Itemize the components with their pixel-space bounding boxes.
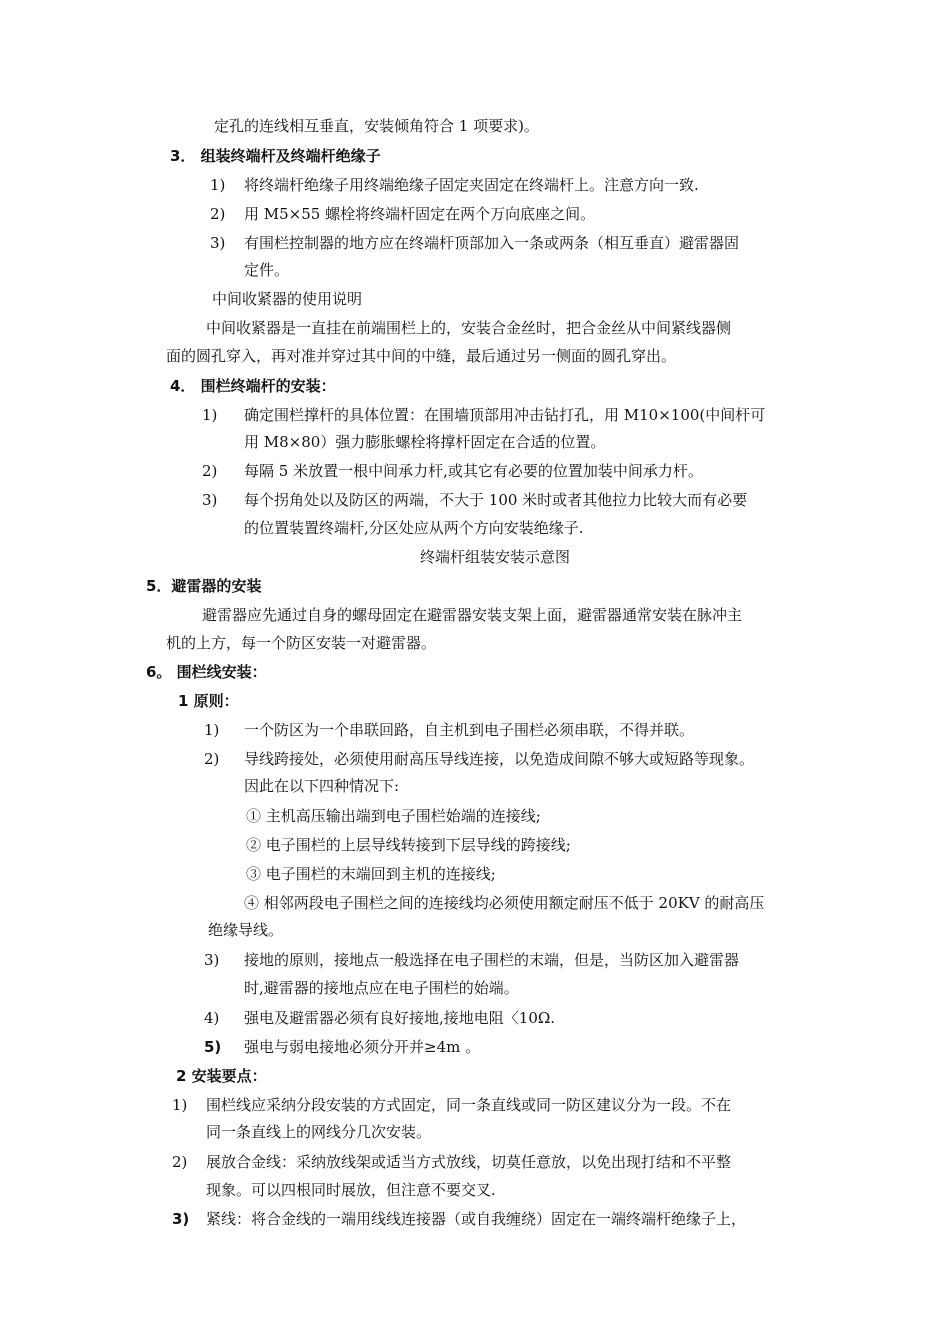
list-item-text: 导线跨接处，必须使用耐高压导线连接，以免造成间隙不够大或短路等现象。 [244,750,755,768]
figure-caption: 终端杆组装安装示意图 [420,548,571,566]
list-number: 3) [202,491,218,509]
list-item-text: 每个拐角处以及防区的两端，不大于 100 米时或者其他拉力比较大而有必要 [244,491,748,509]
section-3-heading: 3． 组装终端杆及终端杆绝缘子 [170,147,381,165]
list-item-text: 确定围栏撑杆的具体位置：在围墙顶部用冲击钻打孔，用 M10×100(中间杆可 [244,406,766,424]
list-item-text: 一个防区为一个串联回路，自主机到电子围栏必须串联，不得并联。 [244,721,695,739]
list-item-text: 强电及避雷器必须有良好接地,接地电阻〈10Ω. [244,1009,556,1027]
list-item-text-cont: 现象。可以四根同时展放，但注意不要交叉. [206,1181,496,1199]
subsection-1-heading: 1 原则： [178,692,239,710]
list-item-text: 每隔 5 米放置一根中间承力杆,或其它有必要的位置加装中间承力杆。 [244,462,703,480]
list-item-text: 紧线：将合金线的一端用线线连接器（或自我缠绕）固定在一端终端杆绝缘子上， [206,1210,747,1228]
paragraph-line: 面的圆孔穿入，再对准并穿过其中间的中缝，最后通过另一侧面的圆孔穿出。 [166,347,677,365]
paragraph-line: 机的上方，每一个防区安装一对避雷器。 [166,634,437,652]
list-number: 2) [210,205,226,223]
circled-list-item: ① 主机高压输出端到电子围栏始端的连接线; [246,807,541,825]
list-number: 1) [172,1096,188,1114]
list-item-text-cont: 同一条直线上的网线分几次安装。 [206,1123,432,1141]
circled-list-item-cont: 绝缘导线。 [208,921,284,939]
section-6-heading: 6。 围栏线安装： [146,663,267,681]
list-item-text: 强电与弱电接地必须分开并≥4m 。 [244,1038,481,1056]
list-item-text-cont: 的位置装置终端杆,分区处应从两个方向安装绝缘子. [244,519,584,537]
list-item-text-cont: 用 M8×80）强力膨胀螺栓将撑杆固定在合适的位置。 [244,433,606,451]
list-number: 1) [210,176,226,194]
list-item-text-cont: 定件。 [244,261,290,279]
list-number: 3) [210,234,226,252]
list-number: 2) [202,462,218,480]
list-item-text-cont: 时,避雷器的接地点应在电子围栏的始端。 [244,979,519,997]
list-number: 1) [204,721,220,739]
circled-list-item: ④ 相邻两段电子围栏之间的连接线均必须使用额定耐压不低于 20KV 的耐高压 [244,894,765,912]
list-item-text: 展放合金线：采纳放线架或适当方式放线，切莫任意放，以免出现打结和不平整 [206,1153,732,1171]
list-number: 5) [204,1038,222,1056]
list-number: 3) [172,1210,190,1228]
continuation-line: 定孔的连线相互垂直，安装倾角符合 1 项要求)。 [214,117,539,135]
section-5-heading: 5．避雷器的安装 [146,577,262,595]
subsection-2-heading: 2 安装要点： [176,1067,267,1085]
paragraph-line: 避雷器应先通过自身的螺母固定在避雷器安装支架上面，避雷器通常安装在脉冲主 [202,606,743,624]
circled-list-item: ③ 电子围栏的末端回到主机的连接线; [246,865,496,883]
list-number: 4) [204,1009,220,1027]
list-item-text: 用 M5×55 螺栓将终端杆固定在两个万向底座之间。 [244,205,596,223]
list-item-text-cont: 因此在以下四种情况下: [244,777,400,795]
list-number: 2) [172,1153,188,1171]
list-item-text: 将终端杆绝缘子用终端绝缘子固定夹固定在终端杆上。注意方向一致. [244,176,699,194]
section-4-heading: 4． 围栏终端杆的安装： [170,377,336,395]
list-item-text: 有围栏控制器的地方应在终端杆顶部加入一条或两条（相互垂直）避雷器固 [244,234,740,252]
paragraph-line: 中间收紧器是一直挂在前端围栏上的，安装合金丝时，把合金丝从中间紧线器侧 [206,319,732,337]
subsection-title: 中间收紧器的使用说明 [212,290,363,308]
list-item-text: 围栏线应采纳分段安装的方式固定，同一条直线或同一防区建议分为一段。不在 [206,1096,732,1114]
list-number: 1) [202,406,218,424]
circled-list-item: ② 电子围栏的上层导线转接到下层导线的跨接线; [246,836,571,854]
list-number: 2) [204,750,220,768]
list-item-text: 接地的原则，接地点一般选择在电子围栏的末端，但是，当防区加入避雷器 [244,951,740,969]
list-number: 3) [204,951,220,969]
